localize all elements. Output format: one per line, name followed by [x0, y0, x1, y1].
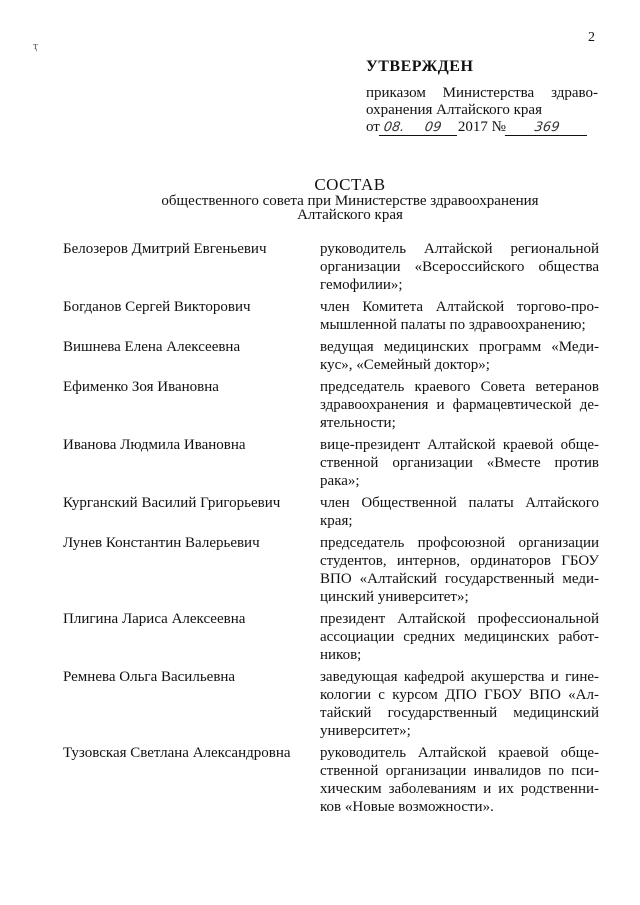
member-role-line: ственной организации «Вместе против: [320, 455, 599, 471]
member-name: Ефименко Зоя Ивановна: [63, 379, 219, 395]
member-name: Тузовская Светлана Александровна: [63, 745, 291, 761]
member-role: [320, 744, 599, 816]
approval-order-word: приказом: [366, 85, 426, 101]
member-name: Белозеров Дмитрий Евгеньевич: [63, 241, 267, 257]
member-name: Иванова Людмила Ивановна: [63, 437, 246, 453]
approval-date-line: [366, 119, 598, 136]
member-name: Ремнева Ольга Васильевна: [63, 669, 236, 685]
member-role-line: руководитель Алтайской региональной: [320, 241, 599, 257]
document-subtitle-line1: общественного совета при Министерстве здравоохранения: [161, 193, 539, 209]
member-row: [63, 338, 599, 374]
approval-title: УТВЕРЖДЕН: [366, 58, 474, 75]
member-row: [63, 744, 599, 816]
document-subtitle-line2: Алтайского края: [297, 207, 403, 223]
member-role-line: кологии с курсом ДПО ГБОУ ВПО «Ал-: [320, 687, 599, 703]
approval-order-line: [366, 85, 598, 102]
member-role: [320, 338, 599, 374]
member-role: [320, 378, 599, 432]
member-name: Курганский Василий Григорьевич: [63, 495, 281, 511]
member-role: [320, 436, 599, 490]
member-row: [63, 494, 599, 530]
order-number-handwritten: 369: [505, 120, 589, 136]
corner-mark: ҭ: [33, 40, 38, 52]
member-row: [63, 298, 599, 334]
member-role-line: председатель краевого Совета ветеранов: [320, 379, 599, 395]
approval-block: [366, 58, 598, 136]
member-role-line: цинский университет»;: [320, 589, 469, 605]
member-row: [63, 610, 599, 664]
member-role-line: кус», «Семейный доктор»;: [320, 357, 490, 373]
member-role-line: студентов, интернов, ординаторов ГБОУ: [320, 553, 599, 569]
member-role-line: ников;: [320, 647, 362, 663]
member-role-line: хическим заболеваниям и их родственни-: [320, 781, 599, 797]
member-row: [63, 378, 599, 432]
member-role-line: ассоциации средних медицинских работ-: [320, 629, 599, 645]
approval-ministry-line: охранения Алтайского края: [366, 102, 542, 118]
date-day-handwritten: 08.: [379, 120, 409, 136]
members-list: [63, 240, 599, 820]
member-role-line: председатель профсоюзной организации: [320, 535, 599, 551]
member-role-line: рака»;: [320, 473, 360, 489]
member-role-line: ков «Новые возможности».: [320, 799, 494, 815]
member-name: Лунев Константин Валерьевич: [63, 535, 260, 551]
date-prefix: от: [366, 119, 380, 135]
member-role-line: тайский государственный медицинский: [320, 705, 599, 721]
member-role-line: член Комитета Алтайской торгово-про-: [320, 299, 599, 315]
member-row: [63, 668, 599, 740]
member-role-line: руководитель Алтайской краевой обще-: [320, 745, 599, 761]
member-role-line: мышленной палаты по здравоохранению;: [320, 317, 586, 333]
member-role: [320, 494, 599, 530]
member-row: [63, 436, 599, 490]
member-role-line: ВПО «Алтайский государственный меди-: [320, 571, 599, 587]
member-row: [63, 534, 599, 606]
member-name: Богданов Сергей Викторович: [63, 299, 251, 315]
member-row: [63, 240, 599, 294]
member-name: Плигина Лариса Алексеевна: [63, 611, 246, 627]
member-role-line: здравоохранения и фармацевтической де-: [320, 397, 599, 413]
approval-ministry-word: Министерства: [442, 85, 535, 101]
document-title-block: [100, 175, 600, 223]
member-role-line: вице-президент Алтайской краевой обще-: [320, 437, 599, 453]
member-role: [320, 668, 599, 740]
member-role-line: член Общественной палаты Алтайского: [320, 495, 599, 511]
member-role: [320, 298, 599, 334]
page-number: 2: [588, 30, 595, 45]
member-role-line: заведующая кафедрой акушерства и гине-: [320, 669, 599, 685]
member-role-line: университет»;: [320, 723, 411, 739]
member-name: Вишнева Елена Алексеевна: [63, 339, 241, 355]
member-role-line: ятельности;: [320, 415, 396, 431]
date-year: 2017 №: [457, 119, 506, 135]
member-role-line: ведущая медицинских программ «Меди-: [320, 339, 599, 355]
document-title: СОСТАВ: [314, 175, 386, 194]
member-role-line: президент Алтайской профессиональной: [320, 611, 599, 627]
member-role: [320, 610, 599, 664]
member-role-line: края;: [320, 513, 353, 529]
member-role-line: гемофилии»;: [320, 277, 403, 293]
member-role-line: организации «Всероссийского общества: [320, 259, 599, 275]
member-role: [320, 534, 599, 606]
approval-health-word: здраво-: [551, 85, 598, 101]
date-month-handwritten: 09: [407, 120, 459, 136]
member-role: [320, 240, 599, 294]
member-role-line: ственной организации инвалидов по пси-: [320, 763, 599, 779]
